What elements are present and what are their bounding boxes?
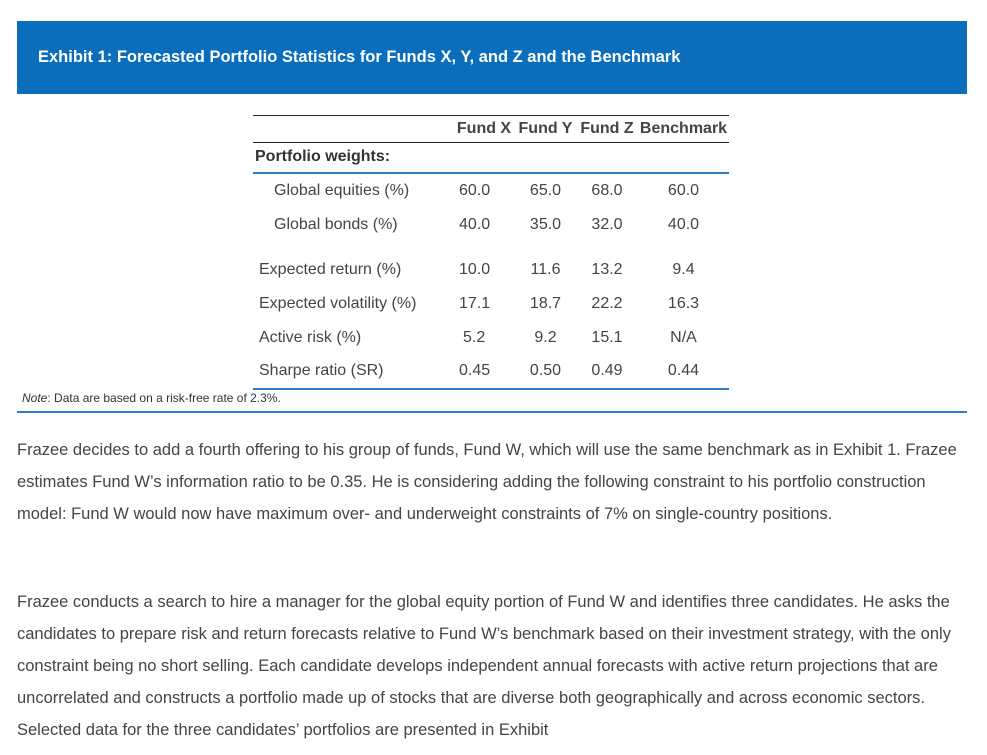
cell-fund-y: 9.2 [534, 328, 557, 346]
header-fund-y: Fund Y [515, 116, 576, 143]
table-header-row [253, 116, 729, 143]
cell-fund-z: 15.1 [591, 328, 623, 346]
cell-fund-y: 11.6 [530, 260, 561, 278]
cell-fund-z: 68.0 [591, 181, 623, 199]
header-benchmark: Benchmark [638, 116, 729, 143]
group-row-portfolio-weights [253, 143, 729, 173]
body-paragraph-1: Frazee decides to add a fourth offering to his group of funds, Fund W, which will use the same benchmark as in Exhibit 1. Frazee estimates Fund W’s information ratio to be 0.35. He is considering adding the following constraint to his portfolio construction model: Fund W would now have maximum over- and underweight constraints of 7% on single-country positions. [17, 441, 957, 523]
header-fund-z: Fund Z [576, 116, 638, 143]
section-divider [17, 411, 967, 413]
spacer-row [253, 243, 729, 253]
row-label: Sharpe ratio (SR) [253, 355, 453, 389]
note-prefix: Note [22, 391, 48, 405]
cell-benchmark: 40.0 [667, 216, 700, 233]
cell-fund-z: 0.49 [576, 355, 638, 389]
row-label: Expected return (%) [259, 260, 402, 278]
cell-fund-x: 17.1 [459, 294, 491, 312]
header-fund-x: Fund X [453, 116, 515, 143]
cell-benchmark: 16.3 [667, 294, 700, 312]
table-row [253, 355, 729, 389]
table-row [253, 287, 729, 321]
table-row [253, 321, 729, 355]
body-paragraph-2: Frazee conducts a search to hire a manager for the global equity portion of Fund W and identifies three candidates. He asks the candidates to prepare risk and return forecasts relative to Fund W’s benchmark based on their investment strategy, with the only constraint being no short selling. Each candidate develops independent annual forecasts with active return projections that are uncorrelated and constructs a portfolio made up of stocks that are diverse both geographically and across economic sectors. Selected data for the three candidates’ portfolios are presented in Exhibit [17, 593, 951, 739]
row-label: Expected volatility (%) [259, 294, 417, 312]
table-note [22, 391, 281, 405]
exhibit-title: Exhibit 1: Forecasted Portfolio Statistics for Funds X, Y, and Z and the Benchmark [38, 48, 681, 66]
cell-benchmark: 60.0 [667, 181, 700, 199]
cell-fund-y: 0.50 [515, 355, 576, 389]
cell-fund-x: 5.2 [463, 328, 486, 346]
row-label: Global equities (%) [274, 181, 410, 199]
group-label: Portfolio weights: [253, 143, 729, 173]
cell-fund-z: 13.2 [591, 260, 623, 278]
header-blank [253, 116, 453, 143]
spacer-cell [253, 243, 729, 253]
table-row [253, 173, 729, 208]
exhibit-title-bar [17, 21, 967, 94]
cell-fund-x: 60.0 [459, 181, 491, 199]
portfolio-statistics-table [253, 115, 729, 390]
cell-fund-x: 40.0 [459, 216, 491, 233]
cell-fund-y: 65.0 [529, 181, 562, 199]
row-label: Active risk (%) [259, 328, 362, 346]
cell-fund-y: 35.0 [529, 216, 562, 233]
cell-benchmark: 0.44 [638, 355, 729, 389]
cell-benchmark: 9.4 [672, 260, 695, 278]
cell-fund-z: 32.0 [591, 216, 623, 233]
row-label: Global bonds (%) [274, 216, 398, 233]
cell-fund-x: 0.45 [453, 355, 515, 389]
cell-fund-x: 10.0 [459, 260, 491, 278]
cell-benchmark: N/A [670, 328, 697, 346]
note-text: : Data are based on a risk-free rate of 2.3%. [47, 391, 281, 405]
cell-fund-z: 22.2 [591, 294, 623, 312]
cell-fund-y: 18.7 [529, 294, 562, 312]
table-row [253, 253, 729, 287]
table-row [253, 208, 729, 243]
